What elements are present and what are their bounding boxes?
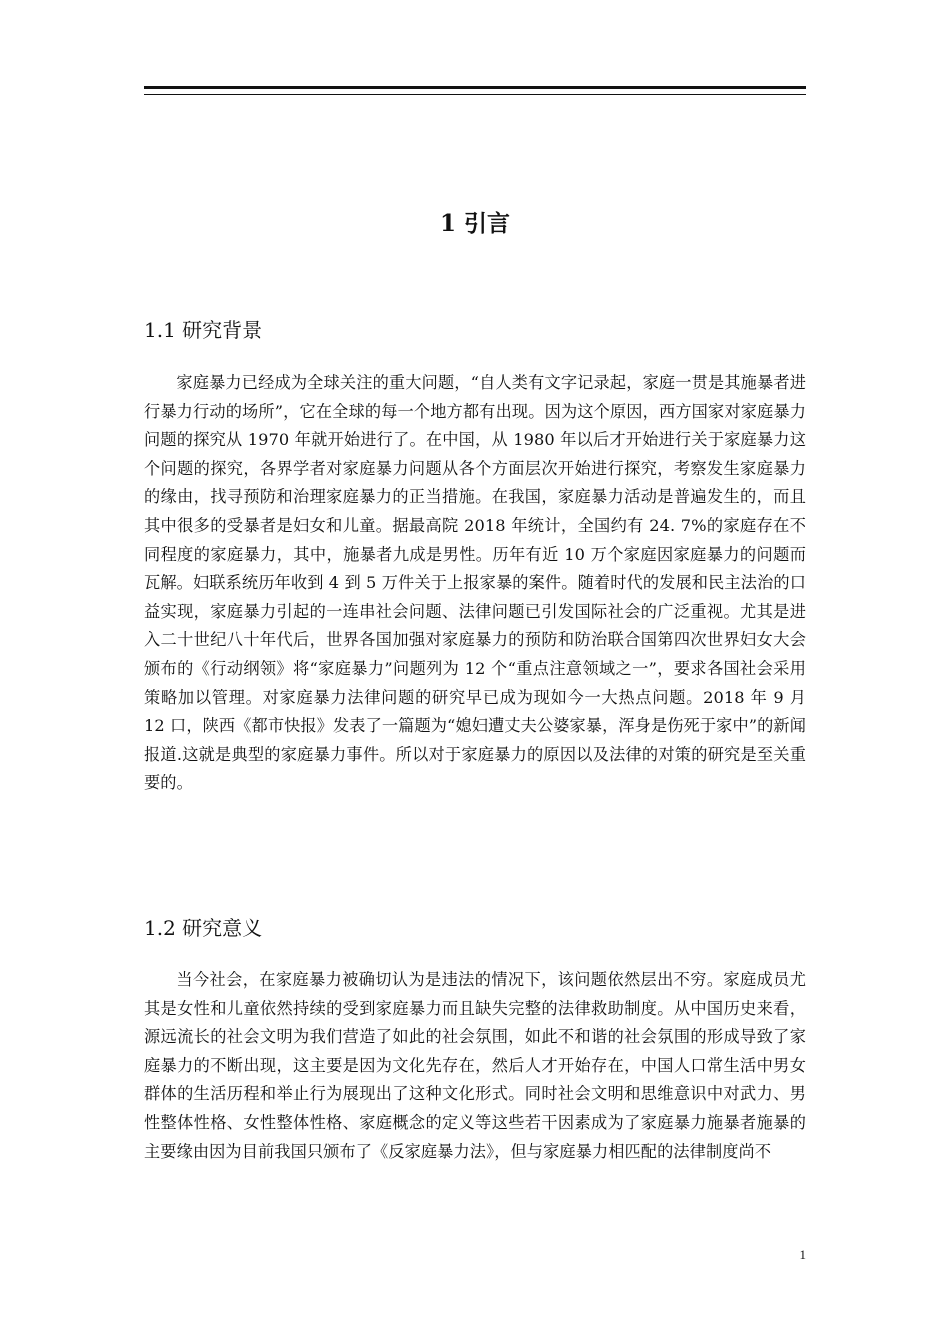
section-title-background: 1.1 研究背景: [144, 318, 263, 342]
paragraph-significance: 当今社会，在家庭暴力被确切认为是违法的情况下，该问题依然层出不穷。家庭成员尤其是女性和儿童依然持续的受到家庭暴力而且缺失完整的法律救助制度。从中国历史来看，源远流长的社会文明为我们营造了如此的社会氛围，如此不和谐的社会氛围的形成导致了家庭暴力的不断出现，这主要是因为文化先存在，然后人才开始存在，中国人口常生活中男女群体的生活历程和举止行为展现出了这种文化形式。同时社会文明和思维意识中对武力、男性整体性格、女性整体性格、家庭概念的定义等这些若干因素成为了家庭暴力施暴者施暴的主要缘由因为目前我国只颁布了《反家庭暴力法》，但与家庭暴力相匹配的法律制度尚不: [144, 970, 806, 1161]
paragraph-background: 家庭暴力已经成为全球关注的重大问题，“自人类有文字记录起，家庭一贯是其施暴者进行暴力行动的场所”，它在全球的每一个地方都有出现。因为这个原因，西方国家对家庭暴力问题的探究从 1970 年就开始进行了。在中国，从 1980 年以后才开始进行关于家庭暴力这个问题的探究，各界学者对家庭暴力问题从各个方面层次开始进行探究，考察发生家庭暴力的缘由，找寻预防和治理家庭暴力的正当措施。在我国，家庭暴力活动是普遍发生的，而且其中很多的受暴者是妇女和儿童。据最高院 2018 年统计，全国约有 24. 7%的家庭存在不同程度的家庭暴力，其中，施暴者九成是男性。历年有近 10 万个家庭因家庭暴力的问题而瓦解。妇联系统历年收到 4 到 5 万件关于上报家暴的案件。随着时代的发展和民主法治的口益实现，家庭暴力引起的一连串社会问题、法律问题已引发国际社会的广泛重视。尤其是进入二十世纪八十年代后，世界各国加强对家庭暴力的预防和防治联合国第四次世界妇女大会颁布的《行动纲领》将“家庭暴力”问题列为 12 个“重点注意领域之一”，要求各国社会采用策略加以管理。对家庭暴力法律问题的研究早已成为现如今一大热点问题。2018 年 9 月 12 口，陕西《都市快报》发表了一篇题为“媳妇遭丈夫公婆家暴，浑身是伤死于家中”的新闻报道.这就是典型的家庭暴力事件。所以对于家庭暴力的原因以及法律的对策的研究是至关重要的。: [144, 373, 806, 793]
chapter-title: 1 引言: [439, 210, 510, 237]
page-number: 1: [799, 1247, 806, 1262]
section-title-significance: 1.2 研究意义: [144, 916, 263, 940]
header-double-rule: [144, 86, 806, 95]
